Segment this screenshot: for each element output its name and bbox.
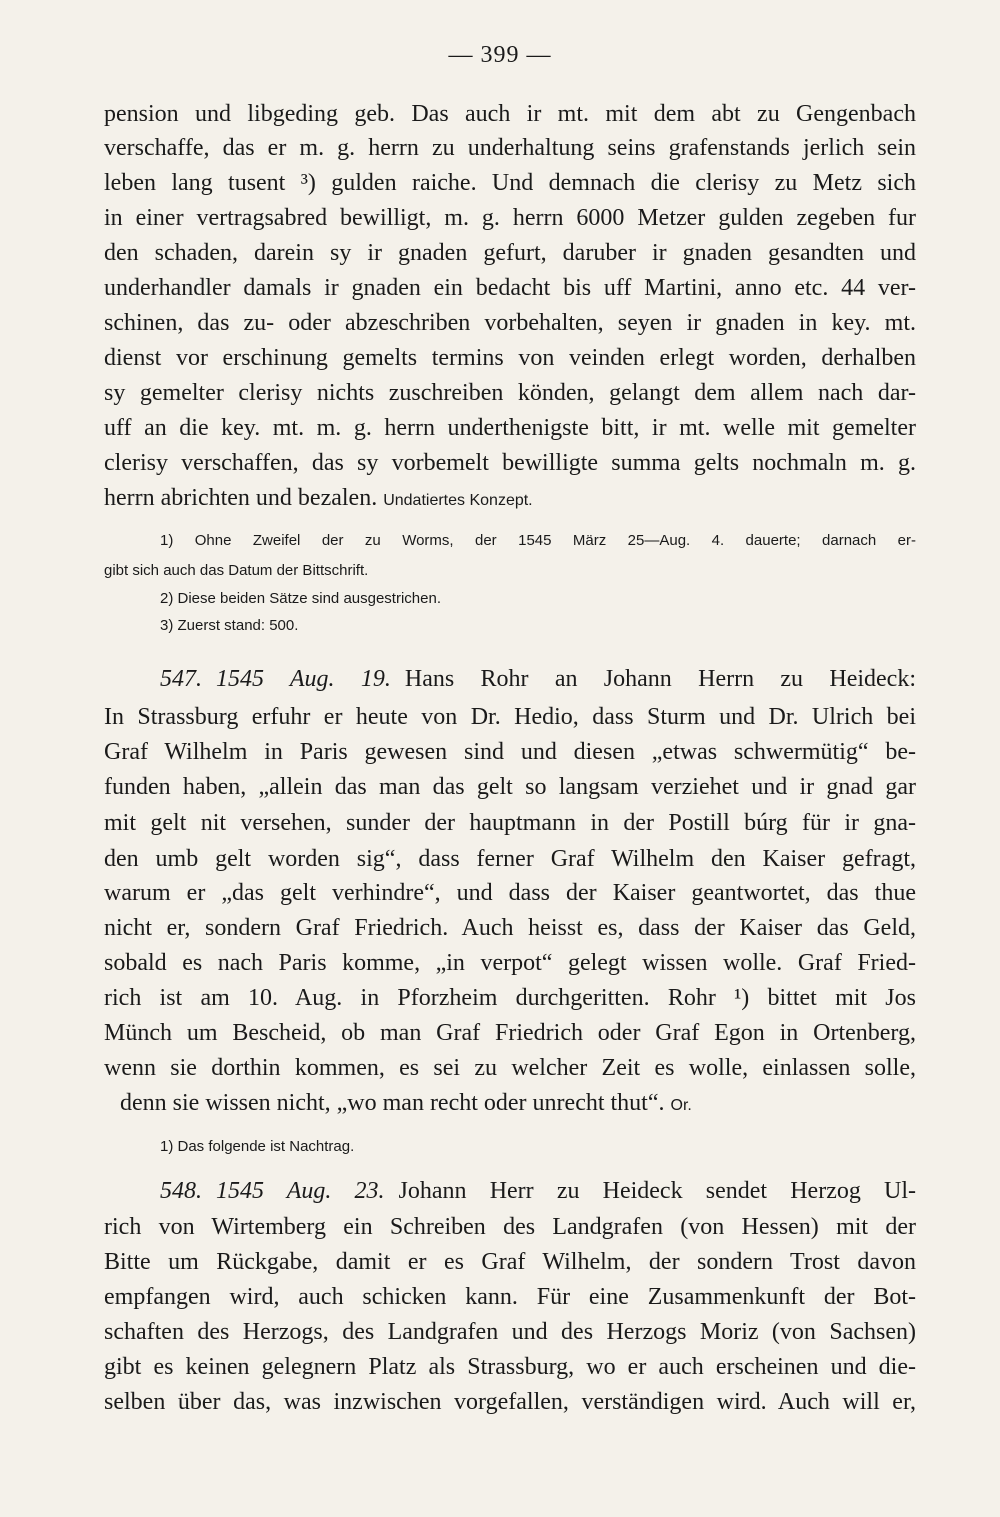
text-line: gibt es keinen gelegnern Platz als Strassburg, wo er auch erscheinen und die- [104,1354,916,1380]
entry-date: 1545 Aug. 19. [216,666,391,692]
text-line: schaften des Herzogs, des Landgrafen und des Herzogs Moriz (von Sachsen) [104,1319,916,1345]
text-line: funden haben, „allein das man das gelt so langsam verziehet und ir gnad gar [104,774,916,800]
text-line: uff an die key. mt. m. g. herrn underthenigste bitt, ir mt. welle mit gemelter [104,415,916,441]
entry-heading [160,662,916,696]
entry-number: 548. [160,1178,202,1204]
text-line: rich ist am 10. Aug. in Pforzheim durchgeritten. Rohr ¹) bittet mit Jos [104,985,916,1011]
text-line: leben lang tusent ³) gulden raiche. Und demnach die clerisy zu Metz sich [104,170,916,196]
text-line: sy gemelter clerisy nichts zuschreiben könden, gelangt dem allem nach dar- [104,380,916,406]
text-line: verschaffe, das er m. g. herrn zu underhaltung seins grafenstands jerlich sein [104,135,916,161]
text-line [120,1086,916,1120]
text-line: warum er „das gelt verhindre“, und dass der Kaiser geantwortet, das thue [104,880,916,906]
text-line: selben über das, was inzwischen vorgefallen, verständigen wird. Auch will er, [104,1389,916,1415]
text-line: Bitte um Rückgabe, damit er es Graf Wilhelm, der sondern Trost davon [104,1249,916,1275]
text-line: sobald es nach Paris komme, „in verpot“ gelegt wissen wolle. Graf Fried- [104,950,916,976]
text-span: Johann Herr zu Heideck sendet Herzog Ul- [398,1178,916,1204]
text-line: den umb gelt worden sig“, dass ferner Graf Wilhelm den Kaiser gefragt, [104,846,916,872]
text-line: nicht er, sondern Graf Friedrich. Auch heisst es, dass der Kaiser das Geld, [104,915,916,941]
footnote: 3) Zuerst stand: 500. [160,617,299,634]
text-line: den schaden, darein sy ir gnaden gefurt, daruber ir gnaden gesandten und [104,240,916,266]
text-line: underhandler damals ir gnaden ein bedacht bis uff Martini, anno etc. 44 ver- [104,275,916,301]
text-line: in einer vertragsabred bewilligt, m. g. herrn 6000 Metzer gulden zegeben fur [104,205,916,231]
text-line: clerisy verschaffen, das sy vorbemelt bewilligte summa gelts nochmaln m. g. [104,450,916,476]
text-line [104,481,916,515]
text-line: pension und libgeding geb. Das auch ir mt. mit dem abt zu Gengenbach [104,101,916,127]
text-span: herrn abrichten und bezalen. [104,485,378,511]
footnote: 1) Das folgende ist Nachtrag. [160,1138,355,1155]
footnote: 1) Ohne Zweifel der zu Worms, der 1545 März 25—Aug. 4. dauerte; darnach er- [160,532,916,549]
text-line: Graf Wilhelm in Paris gewesen sind und diesen „etwas schwermütig“ be- [104,739,916,765]
text-line: mit gelt nit versehen, sunder der hauptmann in der Postill búrg für ir gna- [104,810,916,836]
source-note: Or. [670,1097,692,1114]
text-line: In Strassburg erfuhr er heute von Dr. Hedio, dass Sturm und Dr. Ulrich bei [104,704,916,730]
footnote: gibt sich auch das Datum der Bittschrift. [104,562,369,579]
source-note: Undatiertes Konzept. [383,492,533,509]
entry-heading [160,1174,916,1208]
text-span: Hans Rohr an Johann Herrn zu Heideck: [404,666,916,692]
entry-date: 1545 Aug. 23. [216,1178,385,1204]
text-line: empfangen wird, auch schicken kann. Für eine Zusammenkunft der Bot- [104,1284,916,1310]
footnote: 2) Diese beiden Sätze sind ausgestrichen. [160,590,442,607]
text-line: dienst vor erschinung gemelts termins von veinden erlegt worden, derhalben [104,345,916,371]
entry-number: 547. [160,666,202,692]
text-line: rich von Wirtemberg ein Schreiben des Landgrafen (von Hessen) mit der [104,1214,916,1240]
text-line: Münch um Bescheid, ob man Graf Friedrich oder Graf Egon in Ortenberg, [104,1020,916,1046]
page-number: — 399 — [448,42,552,68]
text-span: denn sie wissen nicht, „wo man recht oder unrecht thut“. [120,1090,665,1116]
text-line: schinen, das zu- oder abzeschriben vorbehalten, seyen ir gnaden in key. mt. [104,310,916,336]
text-line: wenn sie dorthin kommen, es sei zu welcher Zeit es wolle, einlassen solle, [104,1055,916,1081]
